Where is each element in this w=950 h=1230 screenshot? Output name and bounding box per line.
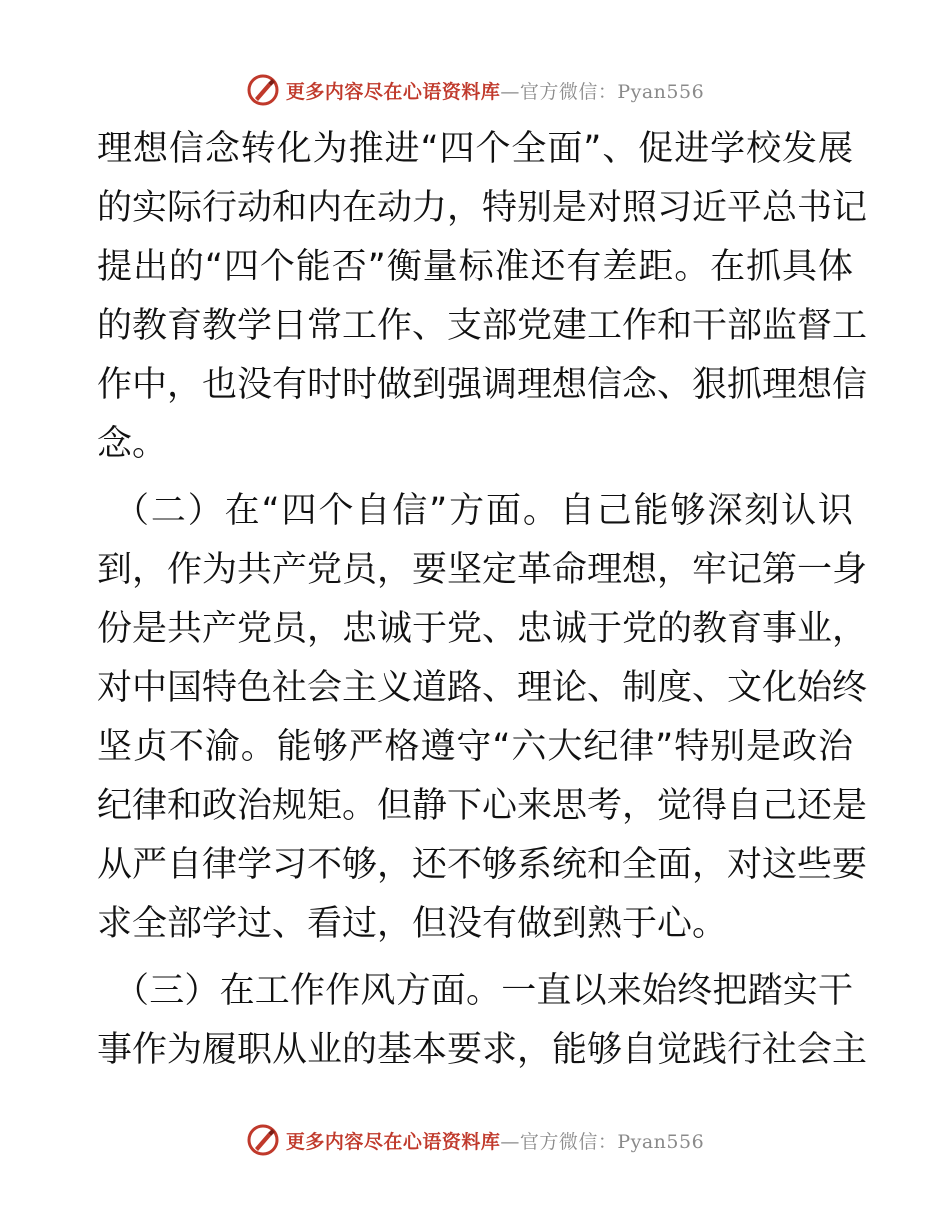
text-line: 份是共产党员，忠诚于党、忠诚于党的教育事业， <box>97 609 868 649</box>
text-line: 求全部学过、看过，但没有做到熟于心。 <box>97 904 728 944</box>
paragraph-3 <box>97 962 868 1080</box>
banner-site-name: 更多内容尽在心语资料库 <box>285 1130 501 1153</box>
paragraph-1 <box>97 120 868 474</box>
banner-wechat: 官方微信：Pyan556 <box>519 1130 705 1153</box>
pen-logo-icon <box>246 1123 280 1157</box>
banner-dash: — <box>500 1130 520 1153</box>
text-line: 事作为履职从业的基本要求，能够自觉践行社会主 <box>97 1030 868 1070</box>
banner-text <box>286 77 704 104</box>
banner-text <box>286 1127 704 1154</box>
banner-site-name: 更多内容尽在心语资料库 <box>285 80 501 103</box>
text-line: 提出的“四个能否”衡量标准还有差距。在抓具体 <box>97 247 853 287</box>
banner-dash: — <box>500 80 520 103</box>
banner-wechat: 官方微信：Pyan556 <box>519 80 705 103</box>
text-line: 从严自律学习不够，还不够系统和全面，对这些要 <box>97 845 868 885</box>
text-line: 纪律和政治规矩。但静下心来思考，觉得自己还是 <box>97 786 868 826</box>
paragraph-2 <box>97 482 868 954</box>
header-banner <box>0 70 950 110</box>
text-line: 的教育教学日常工作、支部党建工作和干部监督工 <box>97 306 868 346</box>
footer-banner <box>0 1120 950 1160</box>
text-line: 对中国特色社会主义道路、理论、制度、文化始终 <box>97 668 868 708</box>
text-line: 到，作为共产党员，要坚定革命理想，牢记第一身 <box>97 550 868 590</box>
text-line: 作中，也没有时时做到强调理想信念、狠抓理想信 <box>97 365 868 405</box>
text-line: 理想信念转化为推进“四个全面”、促进学校发展 <box>97 129 853 169</box>
text-line: 的实际行动和内在动力，特别是对照习近平总书记 <box>97 188 868 228</box>
text-line: （三）在工作作风方面。一直以来始终把踏实干 <box>114 971 853 1011</box>
text-line: 坚贞不渝。能够严格遵守“六大纪律”特别是政治 <box>97 727 853 767</box>
text-line: （二）在“四个自信”方面。自己能够深刻认识 <box>114 491 853 531</box>
pen-logo-icon <box>246 73 280 107</box>
document-body <box>97 120 868 1080</box>
text-line: 念。 <box>97 424 168 464</box>
